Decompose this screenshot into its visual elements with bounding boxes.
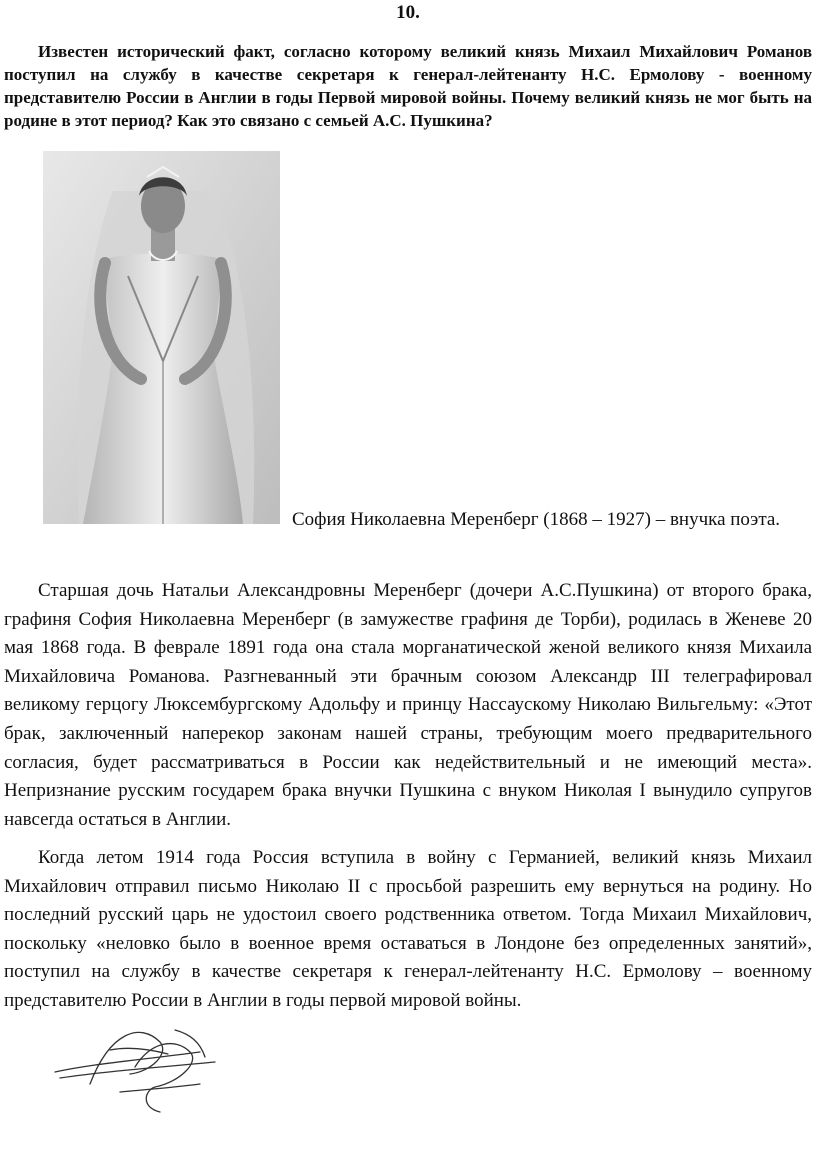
paragraph-1: Старшая дочь Натальи Александровны Меренберг (дочери А.С.Пушкина) от второго брака, графиня София Николаевна Меренберг (в замужестве графиня де Торби), родилась в Женеве 20 мая 1868 года. В феврале 1891 года она стала морганатической женой великого князя Михаила Михайловича Романова. Разгневанный эти брачным союзом Александр III телеграфировал великому герцогу Люксембургскому Адольфу и принцу Нассаускому Николаю Вильгельму: «Этот брак, заключенный наперекор законам нашей страны, требующим моего предварительного согласия, будет рассматриваться в России как недействительный и не имеющий места». Непризнание русским государем брака внучки Пушкина с внуком Николая I вынудило супругов навсегда остаться в Англии. bbox=[4, 580, 812, 830]
portrait-photo bbox=[43, 151, 280, 524]
paragraph-2: Когда летом 1914 года Россия вступила в войну с Германией, великий князь Михаил Михайлович отправил письмо Николаю II с просьбой разрешить ему вернуться на родину. Но последний русский царь не удостоил своего родственника ответом. Тогда Михаил Михайлович, поскольку «неловко было в военное время оставаться в Лондоне без определенных занятий», поступил на службу в качестве секретаря к генерал-лейтенанту Н.С. Ермолову – военному представителю России в Англии в годы первой мировой войны. bbox=[4, 847, 812, 1011]
photo-caption: София Николаевна Меренберг (1868 – 1927) – внучка поэта. bbox=[292, 509, 781, 530]
flourish-signature-icon bbox=[50, 1012, 230, 1117]
section-number: 10. bbox=[396, 2, 420, 23]
question-text: Известен исторический факт, согласно которому великий князь Михаил Михайлович Романов поступил на службу в качестве секретаря к генерал-лейтенанту Н.С. Ермолову - военному представителю России в Англии в годы Первой мировой войны. Почему великий князь не мог быть на родине в этот период? Как это связано с семьей А.С. Пушкина? bbox=[4, 42, 812, 130]
portrait-icon bbox=[43, 151, 280, 524]
